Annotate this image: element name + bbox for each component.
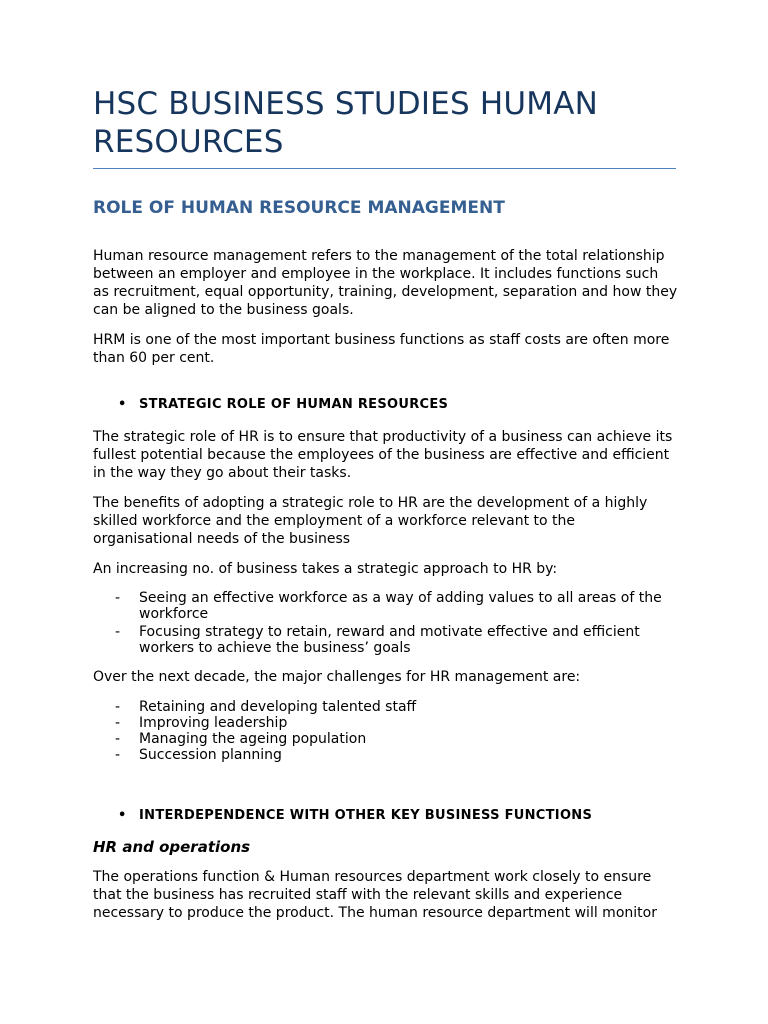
list-item: - Retaining and developing talented staff — [115, 699, 417, 715]
list-item: - Improving leadership — [115, 715, 288, 731]
dash-marker: - — [115, 715, 121, 731]
list-item: - Focusing strategy to retain, reward and motivate effective and efficient workers to achieve the business’ goals — [115, 624, 640, 656]
subheading-hr-and-operations: HR and operations — [93, 838, 251, 856]
bullet-icon: • — [118, 808, 127, 823]
dash-marker: - — [115, 699, 121, 715]
list-strategic-approach — [93, 590, 675, 656]
bullet-icon: • — [118, 397, 127, 412]
list-item: - Succession planning — [115, 747, 282, 763]
list-item: - Seeing an effective workforce as a way of adding values to all areas of the workforce — [115, 590, 662, 622]
paragraph-strategic-approach: An increasing no. of business takes a strategic approach to HR by: — [93, 561, 558, 577]
title-divider — [93, 168, 676, 169]
bullet-heading-strategic-role — [93, 396, 675, 414]
bullet-heading-text: STRATEGIC ROLE OF HUMAN RESOURCES — [139, 397, 449, 412]
paragraph-strategic-benefits: The benefits of adopting a strategic role to HR are the development of a highly skilled workforce and the employment of a workforce relevant to the organisational needs of the business — [93, 495, 648, 547]
dash-marker: - — [115, 624, 121, 640]
dash-marker: - — [115, 590, 121, 606]
bullet-heading-text: INTERDEPENDENCE WITH OTHER KEY BUSINESS FUNCTIONS — [139, 808, 593, 823]
paragraph-hrm-importance: HRM is one of the most important business functions as staff costs are often more than 60 per cent. — [93, 332, 670, 366]
paragraph-hrm-definition: Human resource management refers to the management of the total relationship between an employer and employee in the workplace. It includes functions such as recruitment, equal opportunity, training, development, separation and how they can be aligned to the business goals. — [93, 248, 678, 318]
document-title: HSC BUSINESS STUDIES HUMAN RESOURCES — [93, 86, 599, 160]
list-item: - Managing the ageing population — [115, 731, 367, 747]
section-heading-role-of-hrm: ROLE OF HUMAN RESOURCE MANAGEMENT — [93, 198, 505, 218]
paragraph-strategic-role: The strategic role of HR is to ensure that productivity of a business can achieve its fullest potential because the employees of the business are effective and efficient in the way they go about their tasks. — [93, 429, 673, 481]
paragraph-challenges-intro: Over the next decade, the major challenges for HR management are: — [93, 669, 581, 685]
paragraph-hr-operations: The operations function & Human resources department work closely to ensure that the business has recruited staff with the relevant skills and experience necessary to produce the product. The human resource department will monitor — [93, 869, 657, 921]
list-hr-challenges — [93, 699, 675, 763]
bullet-heading-interdependence — [93, 807, 675, 825]
dash-marker: - — [115, 747, 121, 763]
dash-marker: - — [115, 731, 121, 747]
